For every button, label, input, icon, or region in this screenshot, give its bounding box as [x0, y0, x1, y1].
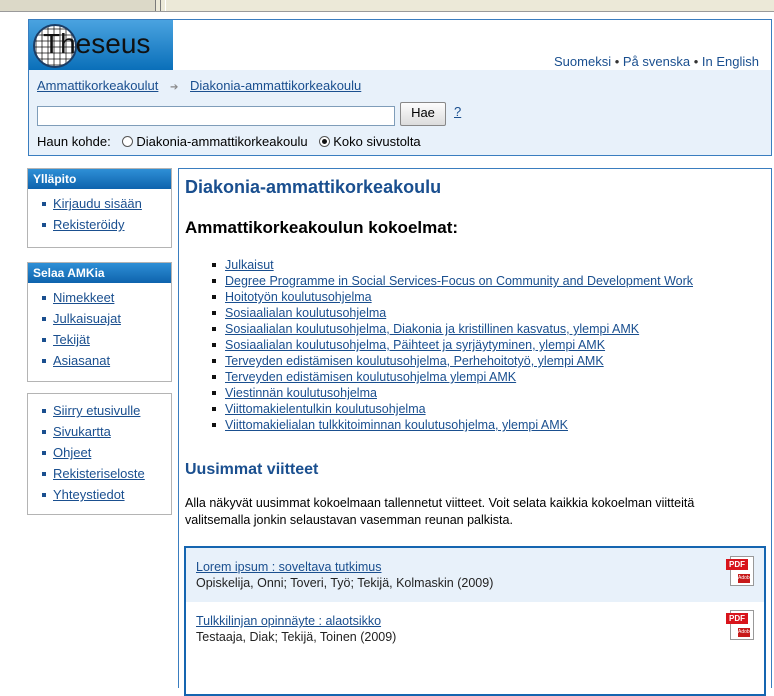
- sidebar-links-box: [27, 393, 172, 515]
- browse-authors-link[interactable]: Tekijät: [53, 332, 90, 347]
- main-content: [178, 168, 772, 688]
- sidebar-item-sitemap[interactable]: [53, 421, 171, 442]
- adobe-label: Adobe: [738, 629, 753, 635]
- recent-heading: Uusimmat viitteet: [185, 461, 319, 478]
- collection-item[interactable]: [225, 273, 693, 289]
- item-authors: Opiskelija, Onni; Toveri, Työ; Tekijä, Kolmaskin (2009): [196, 576, 494, 590]
- recent-intro-text: Alla näkyvät uusimmat kokoelmaan tallennetut viitteet. Voit selata kaikkia kokoelman viitteitä valitsemalla jonkin selaustavan vasemman reunan palkista.: [185, 496, 695, 527]
- sidebar-item-contact[interactable]: [53, 484, 171, 505]
- login-link[interactable]: Kirjaudu sisään: [53, 196, 142, 211]
- sidebar-item-authors[interactable]: [53, 329, 171, 350]
- collection-link[interactable]: Degree Programme in Social Services-Focus on Community and Development Work: [225, 274, 694, 288]
- pdf-label: PDF: [726, 559, 748, 570]
- search-scope-label: Haun kohde:: [37, 134, 111, 149]
- sidebar-item-help[interactable]: [53, 442, 171, 463]
- item-title-link[interactable]: Lorem ipsum : soveltava tutkimus: [196, 560, 382, 574]
- privacy-link[interactable]: Rekisteriseloste: [53, 466, 145, 481]
- collection-link[interactable]: Viittomakielentulkin koulutusohjelma: [225, 402, 426, 416]
- theseus-logo[interactable]: [29, 20, 173, 70]
- sidebar-browse-box: [27, 262, 172, 382]
- lang-separator: •: [693, 54, 699, 69]
- collection-link[interactable]: Sosiaalialan koulutusohjelma, Diakonia ja kristillinen kasvatus, ylempi AMK: [225, 322, 640, 336]
- collection-item[interactable]: [225, 289, 693, 305]
- sitemap-link[interactable]: Sivukartta: [53, 424, 111, 439]
- scope-option-site[interactable]: Koko sivustolta: [333, 134, 421, 149]
- lang-english-link[interactable]: In English: [701, 54, 759, 69]
- collection-item[interactable]: [225, 305, 693, 321]
- sidebar-item-home[interactable]: [53, 400, 171, 421]
- sidebar-admin-title: Ylläpito: [28, 169, 171, 189]
- collection-link[interactable]: Terveyden edistämisen koulutusohjelma, Perhehoitotyö, ylempi AMK: [225, 354, 604, 368]
- item-title-link[interactable]: Tulkkilinjan opinnäyte : alaotsikko: [196, 614, 382, 628]
- scope-radio-school[interactable]: [122, 136, 133, 147]
- collections-list: [225, 257, 693, 433]
- collection-item[interactable]: [225, 401, 693, 417]
- register-link[interactable]: Rekisteröidy: [53, 217, 125, 232]
- sidebar-browse-title: Selaa AMKia: [28, 263, 171, 283]
- sidebar-item-dates[interactable]: [53, 308, 171, 329]
- search-help-link[interactable]: ?: [454, 104, 462, 119]
- logo-text: Theseus: [43, 28, 151, 59]
- recent-items-box: [184, 546, 766, 696]
- page-title: Diakonia-ammattikorkeakoulu: [185, 177, 442, 197]
- scope-radio-site[interactable]: [319, 136, 330, 147]
- browse-dates-link[interactable]: Julkaisuajat: [53, 311, 121, 326]
- breadcrumb: [37, 78, 361, 93]
- sidebar-admin-box: [27, 168, 172, 248]
- sidebar-item-login[interactable]: [53, 193, 171, 214]
- collection-item[interactable]: [225, 385, 693, 401]
- adobe-label: Adobe: [738, 575, 753, 581]
- breadcrumb-item[interactable]: Diakonia-ammattikorkeakoulu: [190, 78, 362, 93]
- scope-option-school[interactable]: Diakonia-ammattikorkeakoulu: [136, 134, 308, 149]
- collection-link[interactable]: Viestinnän koulutusohjelma: [225, 386, 377, 400]
- collection-item[interactable]: [225, 369, 693, 385]
- help-link[interactable]: Ohjeet: [53, 445, 92, 460]
- pdf-icon[interactable]: [726, 556, 754, 586]
- contact-link[interactable]: Yhteystiedot: [53, 487, 125, 502]
- collection-item[interactable]: [225, 417, 693, 433]
- pdf-icon[interactable]: [726, 610, 754, 640]
- collection-item[interactable]: [225, 353, 693, 369]
- list-item: [186, 548, 764, 602]
- collection-item[interactable]: [225, 321, 693, 337]
- breadcrumb-item[interactable]: Ammattikorkeakoulut: [37, 78, 159, 93]
- window-top-strip: [0, 0, 774, 12]
- collection-link[interactable]: Julkaisut: [225, 258, 274, 272]
- collection-item[interactable]: [225, 337, 693, 353]
- sidebar-browse-list: [28, 287, 171, 371]
- list-item: [186, 602, 764, 656]
- item-authors: Testaaja, Diak; Tekijä, Toinen (2009): [196, 630, 397, 644]
- collection-link[interactable]: Hoitotyön koulutusohjelma: [225, 290, 372, 304]
- pdf-label: PDF: [726, 613, 748, 624]
- collection-item[interactable]: [225, 257, 693, 273]
- collections-heading: Ammattikorkeakoulun kokoelmat:: [185, 218, 459, 237]
- collection-link[interactable]: Sosiaalialan koulutusohjelma, Päihteet ja syrjäytyminen, ylempi AMK: [225, 338, 606, 352]
- lang-finnish-link[interactable]: Suomeksi: [554, 54, 612, 69]
- sidebar-item-privacy[interactable]: [53, 463, 171, 484]
- collection-link[interactable]: Viittomakielialan tulkkitoiminnan koulutusohjelma, ylempi AMK: [225, 418, 568, 432]
- search-button[interactable]: Hae: [400, 102, 446, 126]
- sidebar-item-register[interactable]: [53, 214, 171, 235]
- sidebar-item-subjects[interactable]: [53, 350, 171, 371]
- window-strip-divider: [160, 0, 166, 11]
- sidebar-links-list: [28, 400, 171, 505]
- sidebar-item-titles[interactable]: [53, 287, 171, 308]
- lang-swedish-link[interactable]: På svenska: [622, 54, 691, 69]
- collection-link[interactable]: Sosiaalialan koulutusohjelma: [225, 306, 387, 320]
- search-scope: [37, 134, 421, 149]
- language-links: [554, 54, 759, 69]
- sidebar-admin-list: [28, 193, 171, 235]
- window-strip-left: [0, 0, 156, 11]
- breadcrumb-arrow-icon: ➔: [170, 82, 179, 93]
- site-header: [28, 19, 772, 156]
- browse-subjects-link[interactable]: Asiasanat: [53, 353, 111, 368]
- lang-separator: •: [614, 54, 620, 69]
- collection-link[interactable]: Terveyden edistämisen koulutusohjelma ylempi AMK: [225, 370, 517, 384]
- search-input[interactable]: [37, 106, 395, 126]
- browse-titles-link[interactable]: Nimekkeet: [53, 290, 115, 305]
- home-link[interactable]: Siirry etusivulle: [53, 403, 141, 418]
